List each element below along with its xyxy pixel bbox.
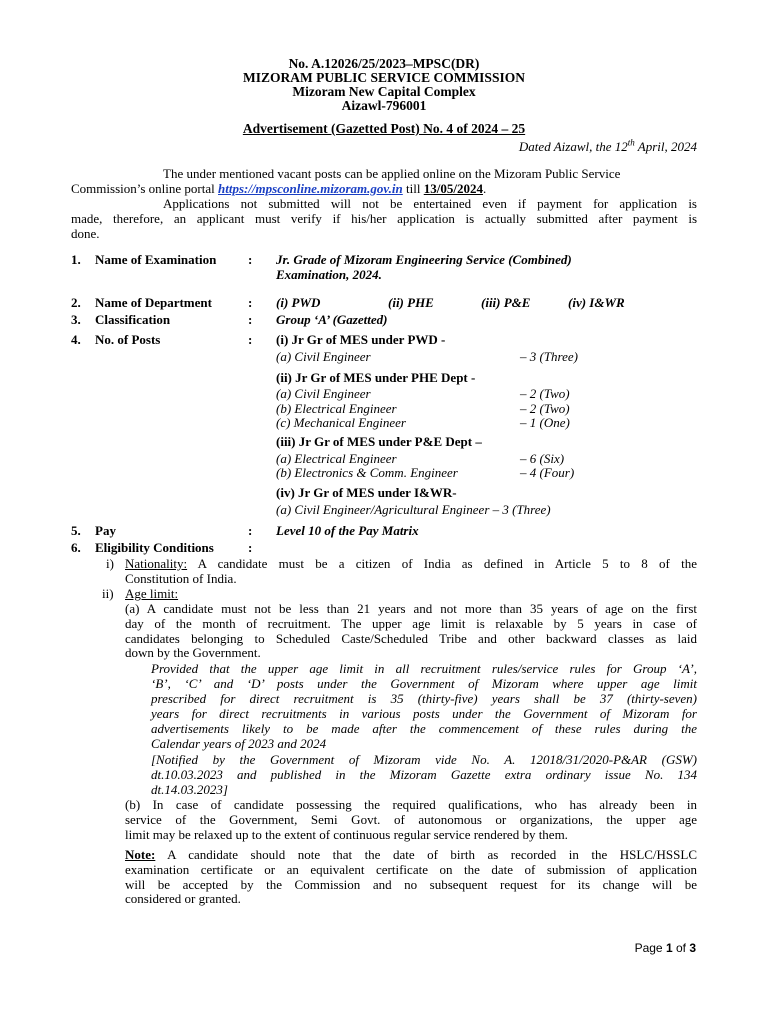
classification-value: Group ‘A’ (Gazetted) — [276, 312, 388, 327]
nationality-label: Nationality: — [125, 556, 188, 571]
posts-label: No. of Posts — [95, 332, 161, 347]
posts-group-heading: (iv) Jr Gr of MES under I&WR- — [276, 485, 457, 500]
proviso-line: Provided that the upper age limit in all recruitment rules/service rules for Group ‘A’, — [151, 661, 697, 676]
colon: : — [248, 252, 253, 267]
post-count: – 4 (Four) — [520, 465, 575, 480]
note-line: Note: A candidate should note that the date of birth as recorded in the HSLC/HSSLC — [125, 847, 697, 862]
post-name: (a) Civil Engineer/Agricultural Engineer – 3 (Three) — [276, 502, 551, 517]
item-number: 2. — [71, 295, 81, 310]
post-count: – 6 (Six) — [520, 451, 565, 466]
post-name: (b) Electronics & Comm. Engineer — [276, 465, 458, 480]
exam-name-value: Jr. Grade of Mizoram Engineering Service (Combined) — [276, 252, 572, 267]
colon: : — [248, 312, 253, 327]
age-rule-line: candidates belonging to Scheduled Caste/Scheduled Tribe and other backward classes as laid — [125, 631, 697, 646]
post-name: (c) Mechanical Engineer — [276, 415, 406, 430]
note-line: will be accepted by the Commission and no subsequent request for its change will be — [125, 877, 697, 892]
reference-number: No. A.12026/25/2023–MPSC(DR) — [288, 56, 480, 71]
organization-city: Aizawl-796001 — [341, 98, 427, 113]
post-name: (a) Civil Engineer — [276, 349, 371, 364]
proviso-line: advertisements likely to be made after the commencement of these rules during the — [151, 721, 697, 736]
age-rule-line: day of the month of recruitment. The upper age limit is relaxable by 5 years in case of — [125, 616, 697, 631]
department-pwd: (i) PWD — [276, 295, 321, 310]
sub-item-number: ii) — [102, 586, 114, 601]
pay-value: Level 10 of the Pay Matrix — [276, 523, 419, 538]
posts-group-heading: (ii) Jr Gr of MES under PHE Dept - — [276, 370, 476, 385]
post-name: (a) Civil Engineer — [276, 386, 371, 401]
item-number: 5. — [71, 523, 81, 538]
item-number: 3. — [71, 312, 81, 327]
age-rule-line: down by the Government. — [125, 645, 261, 660]
portal-link[interactable]: https://mpsconline.mizoram.gov.in — [217, 181, 403, 196]
nationality-line: Nationality: A candidate must be a citizen of India as defined in Article 5 to 8 of the — [125, 556, 697, 571]
colon: : — [248, 332, 253, 347]
notification-line: [Notified by the Government of Mizoram vide No. A. 12018/31/2020-P&AR (GSW) — [151, 752, 697, 767]
classification-label: Classification — [95, 312, 171, 327]
proviso-line: years for direct recruitments in various posts under the Government of Mizoram for — [151, 706, 697, 721]
post-name: (b) Electrical Engineer — [276, 401, 397, 416]
post-count: – 2 (Two) — [520, 386, 570, 401]
department-phe: (ii) PHE — [388, 295, 434, 310]
intro-paragraph-line: made, therefore, an applicant must verify if his/her application is actually submitted after payment is — [71, 211, 697, 226]
service-relaxation-line: service of the Government, Semi Govt. of autonomous or organizations, the upper age — [125, 812, 697, 827]
pay-label: Pay — [95, 523, 116, 538]
exam-name-label: Name of Examination — [95, 252, 217, 267]
post-name: (a) Electrical Engineer — [276, 451, 397, 466]
notification-line: dt.10.03.2023 and published in the Mizoram Gazette extra ordinary issue No. 134 — [151, 767, 697, 782]
organization-address: Mizoram New Capital Complex — [292, 84, 476, 99]
eligibility-label: Eligibility Conditions — [95, 540, 214, 555]
service-relaxation-line: limit may be relaxed up to the extent of continuous regular service rendered by them. — [125, 827, 568, 842]
proviso-line: Calendar years of 2023 and 2024 — [151, 736, 327, 751]
department-label: Name of Department — [95, 295, 212, 310]
proviso-line: prescribed for direct recruitment is 35 (thirty-five) years shall be 37 (thirty-seven) — [151, 691, 697, 706]
note-line: examination certificate or an equivalent certificate on the date of submission of application — [125, 862, 697, 877]
note-label: Note: — [125, 847, 156, 862]
notification-line: dt.14.03.2023] — [151, 782, 228, 797]
posts-group-heading: (iii) Jr Gr of MES under P&E Dept – — [276, 434, 482, 449]
item-number: 1. — [71, 252, 81, 267]
page-number: Page 1 of 3 — [634, 941, 696, 955]
item-number: 6. — [71, 540, 81, 555]
colon: : — [248, 540, 253, 555]
intro-paragraph-line: Commission’s online portal https://mpsconline.mizoram.gov.in till 13/05/2024. — [71, 181, 487, 196]
age-rule-line: (a) A candidate must not be less than 21 years and not more than 35 years of age on the first — [125, 601, 697, 616]
post-count: – 1 (One) — [520, 415, 570, 430]
department-iwr: (iv) I&WR — [568, 295, 625, 310]
note-line: considered or granted. — [125, 891, 241, 906]
item-number: 4. — [71, 332, 81, 347]
colon: : — [248, 295, 253, 310]
proviso-line: ‘B’, ‘C’ and ‘D’ posts under the Government of Mizoram where upper age limit — [151, 676, 697, 691]
department-pe: (iii) P&E — [481, 295, 531, 310]
sub-item-number: i) — [106, 556, 114, 571]
posts-group-heading: (i) Jr Gr of MES under PWD - — [276, 332, 446, 347]
dated-line: Dated Aizawl, the 12th April, 2024 — [518, 137, 697, 154]
intro-paragraph-line: done. — [71, 226, 100, 241]
deadline-date: 13/05/2024 — [423, 181, 483, 196]
service-relaxation-line: (b) In case of candidate possessing the required qualifications, who has already been in — [125, 797, 697, 812]
post-count: – 3 (Three) — [520, 349, 579, 364]
age-limit-label: Age limit: — [125, 586, 179, 601]
advertisement-title: Advertisement (Gazetted Post) No. 4 of 2024 – 25 — [242, 121, 526, 136]
intro-paragraph-line: Applications not submitted will not be entertained even if payment for application is — [163, 196, 697, 211]
organization-name: MIZORAM PUBLIC SERVICE COMMISSION — [243, 70, 525, 85]
post-count: – 2 (Two) — [520, 401, 570, 416]
nationality-line: Constitution of India. — [125, 571, 237, 586]
colon: : — [248, 523, 253, 538]
intro-paragraph-line: The under mentioned vacant posts can be applied online on the Mizoram Public Service — [163, 166, 621, 181]
exam-name-value: Examination, 2024. — [276, 267, 382, 282]
